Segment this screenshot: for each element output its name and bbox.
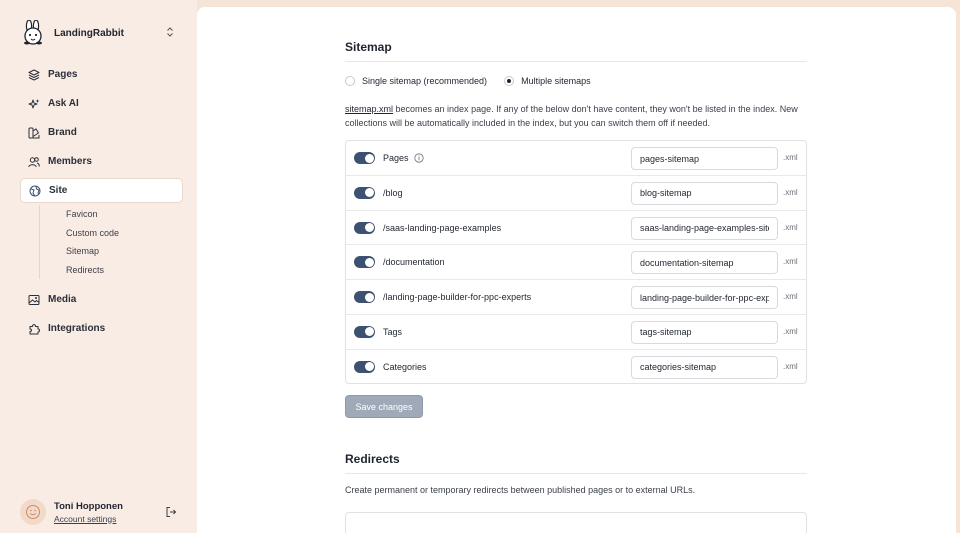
sidebar-item-site[interactable] xyxy=(20,178,183,203)
sitemap-slug-input[interactable] xyxy=(631,182,778,205)
avatar[interactable] xyxy=(20,499,46,525)
sidebar-item-label: Ask AI xyxy=(48,98,79,109)
table-row xyxy=(346,280,806,315)
ext-label: .xml xyxy=(783,187,798,197)
table-row xyxy=(346,315,806,350)
sitemap-slug-input[interactable] xyxy=(631,251,778,274)
row-label: /documentation xyxy=(383,257,445,268)
sidebar-item-pages[interactable] xyxy=(20,62,183,87)
redirects-description: Create permanent or temporary redirects between published pages or to external URLs. xyxy=(345,485,696,495)
main-panel xyxy=(197,7,956,533)
sitemap-toggle[interactable] xyxy=(354,326,375,338)
user-info xyxy=(54,501,123,524)
table-row xyxy=(346,245,806,280)
row-label: /landing-page-builder-for-ppc-experts xyxy=(383,292,532,303)
row-label: /blog xyxy=(383,187,403,198)
sitemap-slug-input[interactable] xyxy=(631,147,778,170)
sidebar-item-ask-ai[interactable] xyxy=(20,91,183,116)
multiple-sitemaps-label[interactable]: Multiple sitemaps xyxy=(521,76,591,86)
subnav-item-redirects[interactable]: Redirects xyxy=(66,264,105,275)
site-subnav xyxy=(39,205,183,279)
workspace-name: LandingRabbit xyxy=(54,27,124,39)
subnav-item-custom-code[interactable]: Custom code xyxy=(66,227,120,238)
sitemap-toggle[interactable] xyxy=(354,187,375,199)
sitemap-toggle[interactable] xyxy=(354,152,375,164)
sitemap-mode-options xyxy=(345,76,591,86)
sitemap-table xyxy=(345,140,807,384)
redirects-section-title: Redirects xyxy=(345,452,400,466)
row-label: Pages xyxy=(383,153,424,163)
ext-label: .xml xyxy=(783,153,798,162)
workspace-switcher[interactable] xyxy=(19,19,179,47)
users-icon xyxy=(27,155,40,168)
row-label: Tags xyxy=(383,326,403,337)
table-row xyxy=(346,350,806,385)
single-sitemap-label[interactable]: Single sitemap (recommended) xyxy=(362,76,488,86)
account-settings-link[interactable]: Account settings xyxy=(54,513,117,524)
sitemap-slug-input[interactable] xyxy=(631,321,778,344)
sitemap-toggle[interactable] xyxy=(354,361,375,373)
layers-icon xyxy=(27,68,40,81)
subnav-item-sitemap[interactable]: Sitemap xyxy=(66,246,100,257)
sitemap-xml-link[interactable]: sitemap.xml xyxy=(345,104,394,114)
ext-label: .xml xyxy=(783,292,798,302)
user-menu xyxy=(20,498,183,526)
divider xyxy=(345,473,807,474)
single-sitemap-radio[interactable] xyxy=(345,76,355,86)
sidebar-item-label: Site xyxy=(49,185,68,196)
globe-icon xyxy=(28,184,41,197)
redirects-table xyxy=(345,512,807,533)
logout-icon[interactable] xyxy=(165,506,177,518)
info-icon[interactable] xyxy=(414,153,424,163)
ext-label: .xml xyxy=(783,361,798,371)
sidebar-item-label: Brand xyxy=(48,127,77,138)
chevron-up-down-icon xyxy=(165,26,175,40)
save-changes-button[interactable]: Save changes xyxy=(345,395,423,418)
sitemap-toggle[interactable] xyxy=(354,222,375,234)
sparkles-icon xyxy=(27,97,40,110)
sidebar-item-label: Pages xyxy=(48,69,78,80)
sitemap-toggle[interactable] xyxy=(354,291,375,303)
subnav-item-favicon[interactable]: Favicon xyxy=(66,209,98,220)
sitemap-slug-input[interactable] xyxy=(631,356,778,379)
sitemap-section-title: Sitemap xyxy=(345,40,392,54)
puzzle-icon xyxy=(27,322,40,335)
sitemap-toggle[interactable] xyxy=(354,256,375,268)
sidebar-item-members[interactable] xyxy=(20,149,183,174)
user-name: Toni Hopponen xyxy=(54,500,123,512)
multiple-sitemaps-radio[interactable] xyxy=(504,76,514,86)
sitemap-slug-input[interactable] xyxy=(631,217,778,240)
sidebar-item-media[interactable] xyxy=(20,287,183,312)
ext-label: .xml xyxy=(783,257,798,267)
table-row xyxy=(346,176,806,211)
row-label: /saas-landing-page-examples xyxy=(383,222,502,233)
sidebar-item-brand[interactable] xyxy=(20,120,183,145)
rabbit-logo-icon xyxy=(19,19,47,47)
divider xyxy=(345,61,807,62)
sitemap-description-text: becomes an index page. If any of the below don't have content, they won't be listed in the index. New collections will be automatically included in the index, but you can switch them off if needed. xyxy=(345,104,798,128)
sidebar-nav xyxy=(20,62,183,345)
sidebar-item-label: Integrations xyxy=(48,323,106,334)
sidebar xyxy=(0,0,197,533)
sidebar-item-label: Members xyxy=(48,156,92,167)
palette-icon xyxy=(27,126,40,139)
sidebar-item-label: Media xyxy=(48,294,77,305)
row-label: Categories xyxy=(383,361,427,372)
sitemap-description xyxy=(345,102,807,130)
sitemap-slug-input[interactable] xyxy=(631,286,778,309)
sidebar-item-integrations[interactable] xyxy=(20,316,183,341)
image-icon xyxy=(27,293,40,306)
ext-label: .xml xyxy=(783,222,798,232)
ext-label: .xml xyxy=(783,326,798,336)
table-row xyxy=(346,141,806,176)
table-row xyxy=(346,211,806,246)
